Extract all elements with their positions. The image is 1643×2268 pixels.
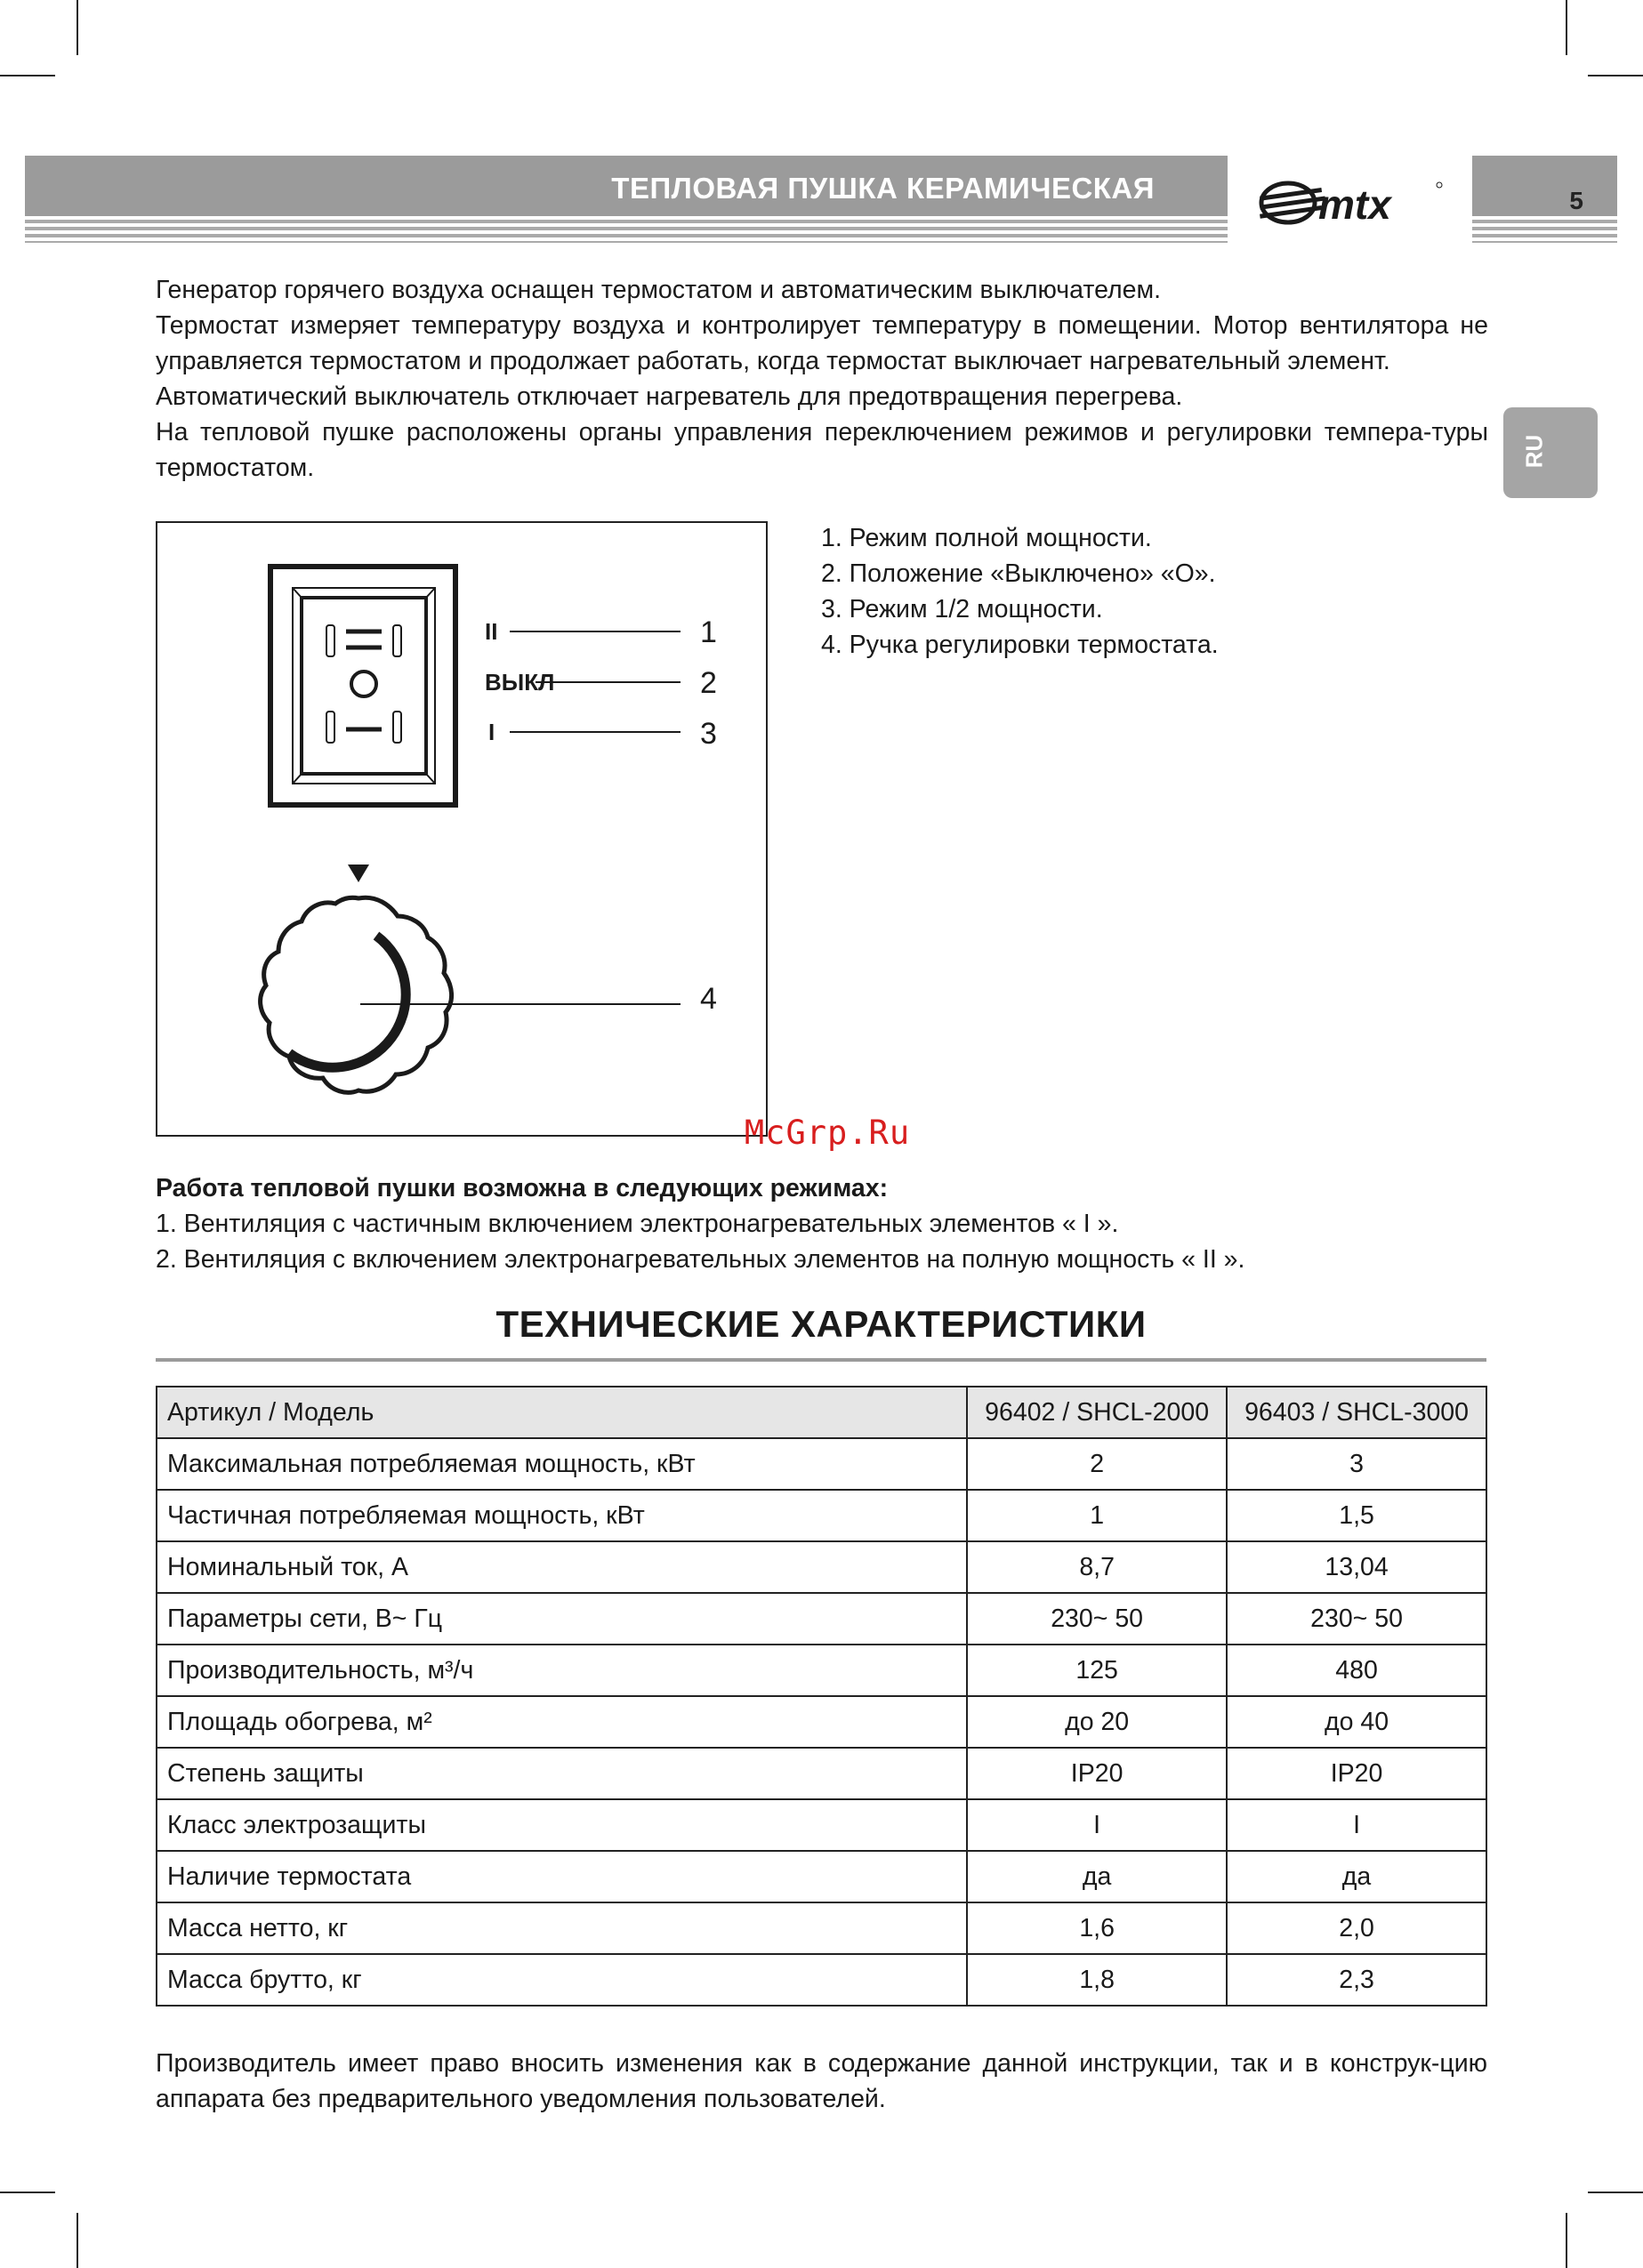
table-cell: да [967, 1851, 1227, 1902]
table-cell: 1,5 [1227, 1490, 1486, 1541]
table-row [157, 1799, 1486, 1851]
callout-3: 3 [700, 717, 717, 751]
table-cell: I [967, 1799, 1227, 1851]
table-row [157, 1851, 1486, 1902]
crop-mark [0, 2192, 55, 2193]
crop-mark [77, 0, 78, 55]
legend-item: 4. Ручка регулировки термостата. [821, 631, 1219, 659]
table-cell: 1,8 [967, 1954, 1227, 2006]
table-row [157, 1954, 1486, 2006]
table-row [157, 1902, 1486, 1954]
controls-diagram [156, 521, 768, 1137]
crop-mark [1566, 0, 1567, 55]
diagram-legend [821, 520, 1219, 663]
legend-item: 3. Режим 1/2 мощности. [821, 595, 1103, 623]
mode-item: 2. Вентиляция с включением электронагревательных элементов на полную мощность « II ». [156, 1245, 1245, 1274]
table-cell: Площадь обогрева, м² [157, 1696, 967, 1748]
table-row [157, 1696, 1486, 1748]
header-title: ТЕПЛОВАЯ ПУШКА КЕРАМИЧЕСКАЯ [611, 172, 1155, 205]
table-cell: 230~ 50 [1227, 1593, 1486, 1645]
table-cell: да [1227, 1851, 1486, 1902]
crop-mark [1588, 75, 1643, 76]
table-row [157, 1438, 1486, 1490]
table-cell: Максимальная потребляемая мощность, кВт [157, 1438, 967, 1490]
controls-illustration [157, 523, 769, 1138]
switch-label-off: ВЫКЛ [485, 669, 555, 696]
table-cell: I [1227, 1799, 1486, 1851]
disclaimer-note: Производитель имеет право вносить изменения как в содержание данной инструкции, так и в конструк-цию аппарата без предварительного уведомления пользователей. [156, 2049, 1487, 2113]
table-cell: 1,6 [967, 1902, 1227, 1954]
table-cell: 2,3 [1227, 1954, 1486, 2006]
table-cell: Наличие термостата [157, 1851, 967, 1902]
modes-heading: Работа тепловой пушки возможна в следующих режимах: [156, 1174, 889, 1202]
switch-label-II: II [485, 618, 498, 645]
table-row [157, 1541, 1486, 1593]
knob-indicator-icon [348, 865, 369, 882]
table-cell: Класс электрозащиты [157, 1799, 967, 1851]
title-rule [156, 1358, 1486, 1362]
language-label: RU [1520, 434, 1548, 469]
table-row [157, 1490, 1486, 1541]
header-cell: Артикул / Модель [157, 1387, 967, 1438]
intro-paragraph: Термостат измеряет температуру воздуха и контролирует температуру в помещении. Мотор вентилятора не управляется термостатом и продолжает работать, когда термостат выключает нагревательный элемент. [156, 311, 1488, 375]
table-cell: до 40 [1227, 1696, 1486, 1748]
table-cell: Степень защиты [157, 1748, 967, 1799]
header-cell: 96403 / SHCL-3000 [1227, 1387, 1486, 1438]
intro-paragraph: Автоматический выключатель отключает нагреватель для предотвращения перегрева. [156, 382, 1183, 411]
table-cell: 2 [967, 1438, 1227, 1490]
intro-text [156, 272, 1488, 486]
table-cell: Параметры сети, В~ Гц [157, 1593, 967, 1645]
crop-mark [77, 2213, 78, 2268]
table-header-row [157, 1387, 1486, 1438]
table-cell: Масса брутто, кг [157, 1954, 967, 2006]
callout-4: 4 [700, 982, 717, 1016]
operating-modes [156, 1170, 1244, 1277]
table-cell: 13,04 [1227, 1541, 1486, 1593]
table-cell: 1 [967, 1490, 1227, 1541]
specs-table [156, 1386, 1487, 2007]
table-cell: 2,0 [1227, 1902, 1486, 1954]
mode-item: 1. Вентиляция с частичным включением электронагревательных элементов « I ». [156, 1210, 1119, 1238]
table-cell: 230~ 50 [967, 1593, 1227, 1645]
table-cell: Номинальный ток, А [157, 1541, 967, 1593]
table-cell: Производительность, м³/ч [157, 1645, 967, 1696]
table-cell: 8,7 [967, 1541, 1227, 1593]
mtx-logo [1254, 165, 1450, 237]
table-cell: IP20 [1227, 1748, 1486, 1799]
page-number: 5 [1569, 187, 1583, 214]
knob-arc [289, 936, 406, 1067]
callout-1: 1 [700, 615, 717, 649]
crop-mark [1566, 2213, 1567, 2268]
legend-item: 1. Режим полной мощности. [821, 524, 1152, 552]
crop-mark [0, 75, 55, 76]
table-cell: Частичная потребляемая мощность, кВт [157, 1490, 967, 1541]
specs-title: ТЕХНИЧЕСКИЕ ХАРАКТЕРИСТИКИ [495, 1303, 1147, 1345]
mode-switch [270, 567, 455, 805]
table-cell: IP20 [967, 1748, 1227, 1799]
table-cell: 3 [1227, 1438, 1486, 1490]
header-cell: 96402 / SHCL-2000 [967, 1387, 1227, 1438]
table-row [157, 1645, 1486, 1696]
watermark: McGrp.Ru [744, 1114, 911, 1152]
legend-item: 2. Положение «Выключено» «О». [821, 559, 1216, 588]
table-row [157, 1593, 1486, 1645]
crop-mark [1588, 2192, 1643, 2193]
language-tab [1503, 407, 1598, 498]
intro-paragraph: Генератор горячего воздуха оснащен термостатом и автоматическим выключателем. [156, 276, 1162, 304]
table-cell: 480 [1227, 1645, 1486, 1696]
table-cell: до 20 [967, 1696, 1227, 1748]
intro-paragraph: На тепловой пушке расположены органы управления переключением режимов и регулировки темпера-туры термостатом. [156, 418, 1488, 482]
logo-text: mtx [1318, 181, 1391, 228]
table-cell: Масса нетто, кг [157, 1902, 967, 1954]
callout-2: 2 [700, 666, 717, 700]
switch-label-I: I [488, 719, 495, 745]
table-row [157, 1748, 1486, 1799]
table-cell: 125 [967, 1645, 1227, 1696]
